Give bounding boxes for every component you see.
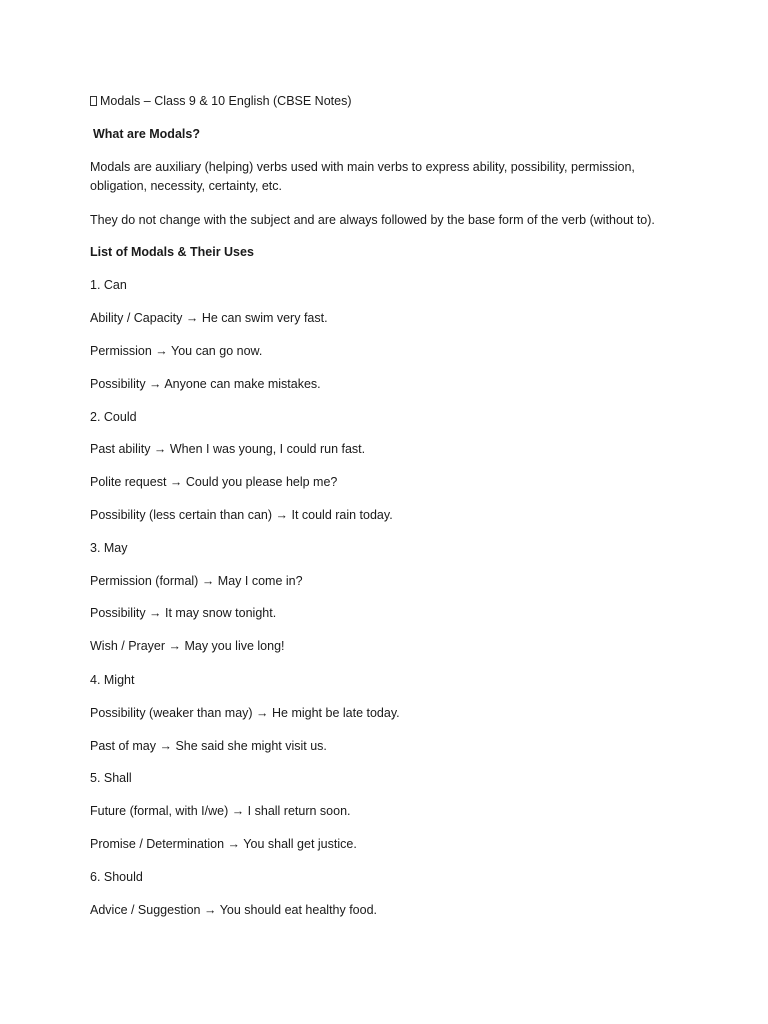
intro-paragraph: Modals are auxiliary (helping) verbs used with main verbs to express ability, possibility, permission, obligation, necessity, certainty, etc. (90, 160, 635, 193)
missing-glyph-icon (90, 96, 97, 106)
section-heading-should: 6. Should (90, 870, 143, 884)
heading-list-of-modals: List of Modals & Their Uses (90, 245, 254, 259)
list-item: Possibility → Anyone can make mistakes. (90, 377, 321, 391)
list-item: Possibility (weaker than may) → He might be late today. (90, 706, 400, 720)
list-item: Promise / Determination → You shall get justice. (90, 837, 357, 851)
list-item: Advice / Suggestion → You should eat healthy food. (90, 903, 378, 917)
section-heading-may: 3. May (90, 541, 128, 555)
list-item: Permission (formal) → May I come in? (90, 574, 303, 588)
heading-what-are-modals: What are Modals? (93, 127, 200, 141)
list-item: Possibility → It may snow tonight. (90, 606, 277, 620)
list-item: Polite request → Could you please help me? (90, 475, 338, 489)
document-title (90, 92, 352, 111)
section-heading-might: 4. Might (90, 673, 135, 687)
list-item: Permission → You can go now. (90, 344, 263, 358)
list-item: Possibility (less certain than can) → It could rain today. (90, 508, 393, 522)
section-heading-shall: 5. Shall (90, 771, 132, 785)
section-heading-could: 2. Could (90, 410, 137, 424)
list-item: Past ability → When I was young, I could run fast. (90, 442, 366, 456)
intro-line-2: They do not change with the subject and are always followed by the base form of the verb (without to). (90, 213, 655, 227)
list-item: Wish / Prayer → May you live long! (90, 639, 285, 653)
list-item: Past of may → She said she might visit us. (90, 739, 327, 753)
document-title-text: Modals – Class 9 & 10 English (CBSE Notes) (100, 94, 352, 108)
section-heading-can: 1. Can (90, 278, 127, 292)
list-item: Ability / Capacity → He can swim very fast. (90, 311, 328, 325)
list-item: Future (formal, with I/we) → I shall return soon. (90, 804, 351, 818)
